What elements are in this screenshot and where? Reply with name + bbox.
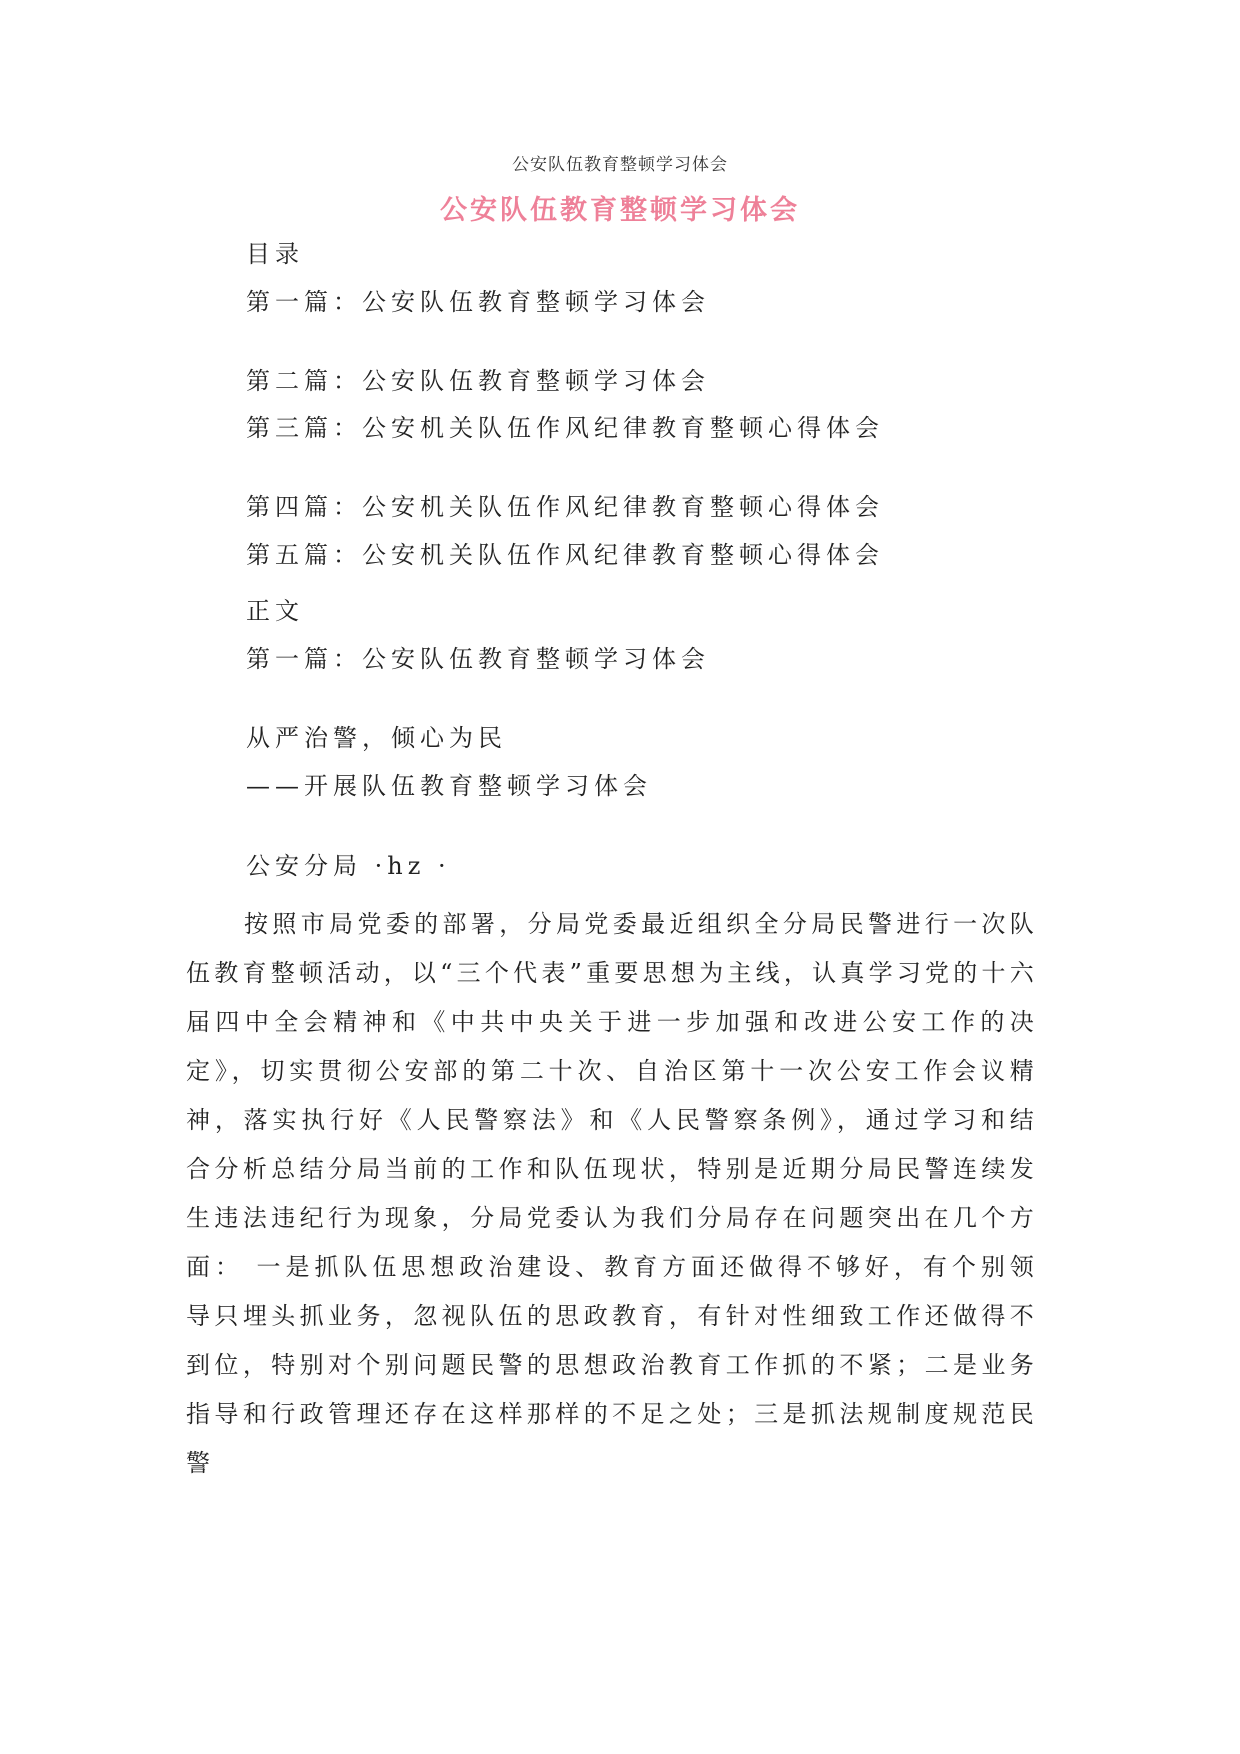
part-one-title: 第一篇：公安队伍教育整顿学习体会	[246, 645, 710, 673]
toc-item-1: 第一篇：公安队伍教育整顿学习体会	[246, 288, 710, 316]
body-paragraph: 按照市局党委的部署，分局党委最近组织全分局民警进行一次队伍教育整顿活动，以“三个代表”重要思想为主线，认真学习党的十六届四中全会精神和《中共中央关于进一步加强和改进公安工作的决定》，切实贯彻公安部的第二十次、自治区第十一次公安工作会议精神，落实执行好《人民警察法》和《人民警察条例》，通过学习和结合分析总结分局当前的工作和队伍现状，特别是近期分局民警连续发生违法违纪行为现象，分局党委认为我们分局存在问题突出在几个方面： 一是抓队伍思想政治建设、教育方面还做得不够好，有个别领导只埋头抓业务，忽视队伍的思政教育，有针对性细致工作还做得不到位，特别对个别问题民警的思想政治教育工作抓的不紧；二是业务指导和行政管理还存在这样那样的不足之处；三是抓法规制度规范民警	[186, 910, 1038, 1477]
toc-item-5: 第五篇：公安机关队伍作风纪律教育整顿心得体会	[246, 541, 884, 569]
author-line: 公安分局 ·hz ·	[246, 852, 451, 880]
article-title: 从严治警，倾心为民	[246, 724, 507, 752]
main-heading: 正文	[246, 597, 304, 625]
toc-heading: 目录	[246, 240, 304, 268]
document-title: 公安队伍教育整顿学习体会	[440, 195, 800, 226]
running-header: 公安队伍教育整顿学习体会	[512, 155, 728, 175]
article-subtitle: ——开展队伍教育整顿学习体会	[246, 772, 652, 800]
toc-item-2: 第二篇：公安队伍教育整顿学习体会	[246, 367, 710, 395]
toc-item-3: 第三篇：公安机关队伍作风纪律教育整顿心得体会	[246, 414, 884, 442]
toc-item-4: 第四篇：公安机关队伍作风纪律教育整顿心得体会	[246, 493, 884, 521]
